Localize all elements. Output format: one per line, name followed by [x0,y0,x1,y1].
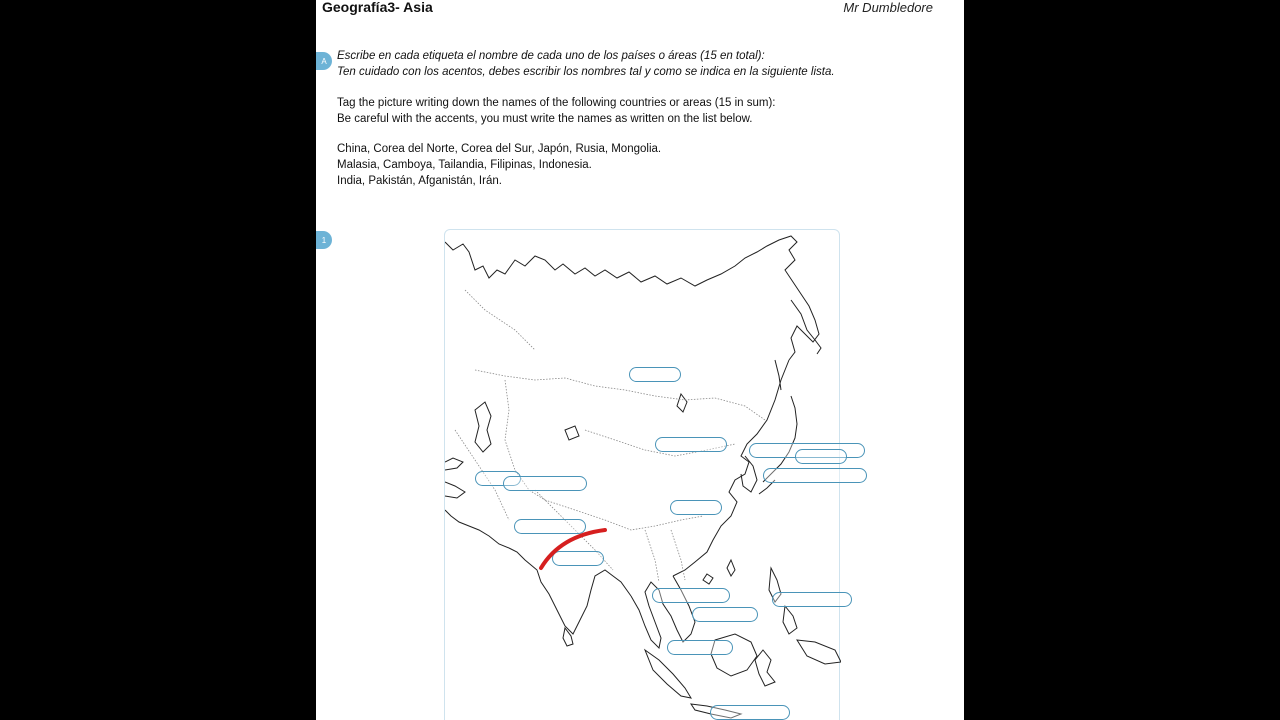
instruction-en-2: Be careful with the accents, you must write the names as written on the list below. [337,113,753,125]
instruction-es-1: Escribe en cada etiqueta el nombre de cada uno de los países o áreas (15 en total): [337,50,765,62]
instruction-es-2: Ten cuidado con los acentos, debes escribir los nombres tal y como se indica en la siguiente lista. [337,66,835,78]
country-list-2: Malasia, Camboya, Tailandia, Filipinas, Indonesia. [337,159,592,171]
country-list-1: China, Corea del Norte, Corea del Sur, Japón, Rusia, Mongolia. [337,143,662,155]
page-title: Geografía3- Asia [322,0,433,15]
worksheet-page [316,0,964,720]
teacher-name: Mr Dumbledore [843,0,933,15]
section-a-marker: A [316,52,332,70]
asia-map [444,229,840,720]
instruction-en-1: Tag the picture writing down the names of the following countries or areas (15 in sum): [337,97,776,109]
red-pen-stroke [445,230,841,720]
country-list-3: India, Pakistán, Afganistán, Irán. [337,175,502,187]
item-1-marker: 1 [316,231,332,249]
